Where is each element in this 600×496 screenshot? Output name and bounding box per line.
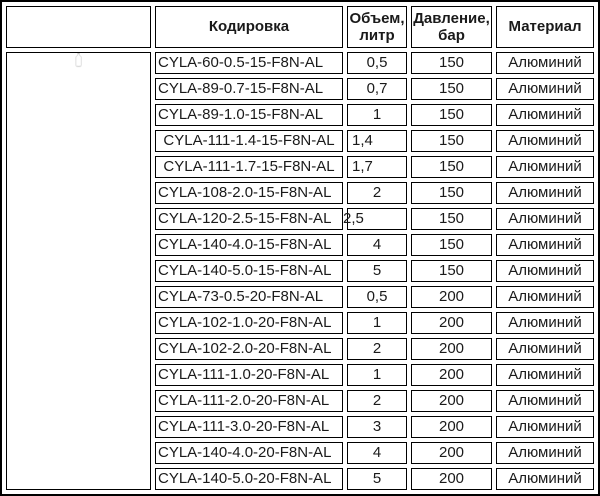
- cell-volume: 0,7: [347, 78, 407, 100]
- header-volume: Объем, литр: [347, 6, 407, 48]
- header-row: [6, 6, 594, 48]
- cell-code: CYLA-111-1.7-15-F8N-AL: [155, 156, 343, 178]
- cell-code: CYLA-111-2.0-20-F8N-AL: [155, 390, 343, 412]
- cell-code: CYLA-89-1.0-15-F8N-AL: [155, 104, 343, 126]
- cell-code: CYLA-140-4.0-20-F8N-AL: [155, 442, 343, 464]
- table-row: [6, 52, 594, 74]
- cell-code: CYLA-140-4.0-15-F8N-AL: [155, 234, 343, 256]
- cell-material: Алюминий: [496, 78, 594, 100]
- cell-code: CYLA-111-1.4-15-F8N-AL: [155, 130, 343, 152]
- cell-pressure: 150: [411, 156, 492, 178]
- cell-material: Алюминий: [496, 156, 594, 178]
- cell-pressure: 200: [411, 364, 492, 386]
- cell-pressure: 150: [411, 260, 492, 282]
- cell-code: CYLA-111-1.0-20-F8N-AL: [155, 364, 343, 386]
- cell-pressure: 150: [411, 182, 492, 204]
- cell-pressure: 150: [411, 104, 492, 126]
- cell-material: Алюминий: [496, 260, 594, 282]
- cell-code: CYLA-102-1.0-20-F8N-AL: [155, 312, 343, 334]
- cell-material: Алюминий: [496, 52, 594, 74]
- cell-volume: 5: [347, 260, 407, 282]
- cell-volume: 1: [347, 312, 407, 334]
- cell-material: Алюминий: [496, 104, 594, 126]
- cell-pressure: 200: [411, 468, 492, 490]
- cell-material: Алюминий: [496, 390, 594, 412]
- cell-volume: 2: [347, 182, 407, 204]
- cell-volume: 0,5: [347, 52, 407, 74]
- cylinder-cross-section-drawing: [7, 53, 150, 73]
- cell-code: CYLA-140-5.0-20-F8N-AL: [155, 468, 343, 490]
- cell-volume: 1,4: [347, 130, 407, 152]
- cell-pressure: 200: [411, 416, 492, 438]
- cell-code: CYLA-140-5.0-15-F8N-AL: [155, 260, 343, 282]
- cell-pressure: 150: [411, 130, 492, 152]
- cell-volume: 2: [347, 390, 407, 412]
- cylinder-drawing-cell: [6, 52, 151, 490]
- cell-pressure: 150: [411, 234, 492, 256]
- cell-pressure: 200: [411, 312, 492, 334]
- cell-pressure: 200: [411, 338, 492, 360]
- cell-material: Алюминий: [496, 208, 594, 230]
- cylinder-wall-section: [76, 53, 82, 66]
- cell-material: Алюминий: [496, 286, 594, 308]
- cell-volume: 2,5: [347, 208, 407, 230]
- cell-pressure: 150: [411, 208, 492, 230]
- cell-code: CYLA-60-0.5-15-F8N-AL: [155, 52, 343, 74]
- cell-material: Алюминий: [496, 312, 594, 334]
- cell-pressure: 200: [411, 442, 492, 464]
- cell-volume: 0,5: [347, 286, 407, 308]
- cell-material: Алюминий: [496, 468, 594, 490]
- cell-material: Алюминий: [496, 130, 594, 152]
- cell-volume: 1: [347, 104, 407, 126]
- cell-pressure: 150: [411, 52, 492, 74]
- cell-code: CYLA-102-2.0-20-F8N-AL: [155, 338, 343, 360]
- cell-code: CYLA-111-3.0-20-F8N-AL: [155, 416, 343, 438]
- cell-material: Алюминий: [496, 442, 594, 464]
- cell-code: CYLA-89-0.7-15-F8N-AL: [155, 78, 343, 100]
- header-image-cell: [6, 6, 151, 48]
- header-material: Материал: [496, 6, 594, 48]
- cell-volume: 5: [347, 468, 407, 490]
- cell-material: Алюминий: [496, 234, 594, 256]
- cell-volume: 1,7: [347, 156, 407, 178]
- cell-material: Алюминий: [496, 416, 594, 438]
- cell-volume: 3: [347, 416, 407, 438]
- cell-volume: 1: [347, 364, 407, 386]
- spec-table-body: [6, 52, 594, 490]
- cell-volume: 2: [347, 338, 407, 360]
- cell-material: Алюминий: [496, 182, 594, 204]
- cell-material: Алюминий: [496, 338, 594, 360]
- cell-volume: 4: [347, 442, 407, 464]
- cell-code: CYLA-120-2.5-15-F8N-AL: [155, 208, 343, 230]
- cell-code: CYLA-108-2.0-15-F8N-AL: [155, 182, 343, 204]
- cell-volume: 4: [347, 234, 407, 256]
- cell-pressure: 200: [411, 390, 492, 412]
- header-code: Кодировка: [155, 6, 343, 48]
- cell-code: CYLA-73-0.5-20-F8N-AL: [155, 286, 343, 308]
- header-pressure: Давление, бар: [411, 6, 492, 48]
- cell-pressure: 200: [411, 286, 492, 308]
- cell-pressure: 150: [411, 78, 492, 100]
- cell-material: Алюминий: [496, 364, 594, 386]
